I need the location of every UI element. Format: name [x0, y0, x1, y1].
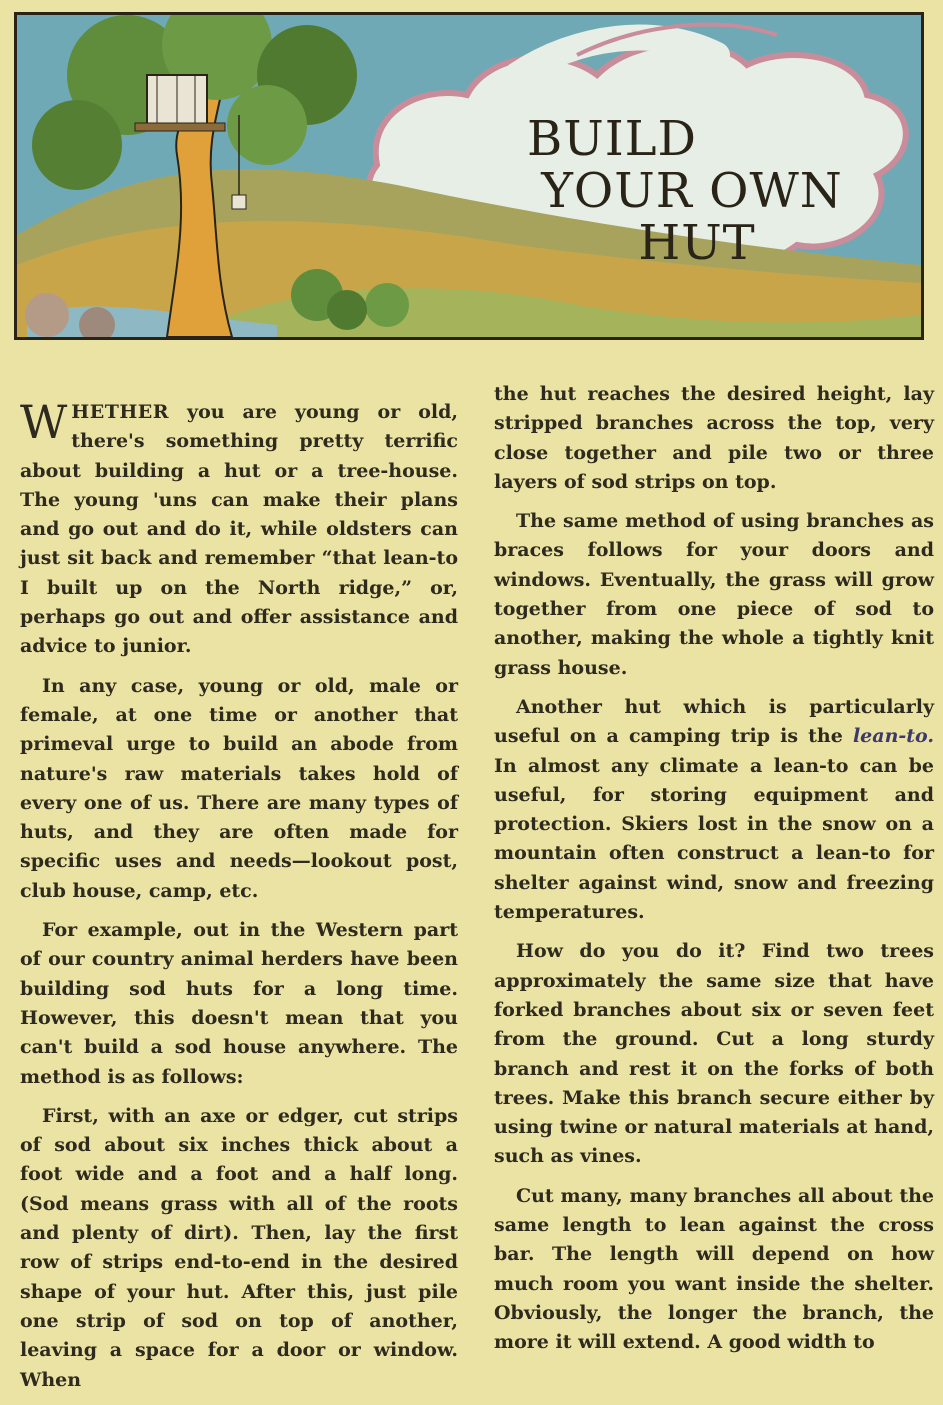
paragraph-4: First, with an axe or edger, cut strips of sod about six inches thick about a foot wide and a foot and a half long. (Sod means grass with all of the roots and plenty of dirt). Then, lay the first row of strips end-to-end in the desired shape of your hut. After this, just pile one strip of sod on top of another, leaving a space for a door or window. When	[20, 1104, 458, 1391]
drop-cap: W	[20, 395, 68, 449]
paragraph-9: Cut many, many branches all about the same length to lean against the cross bar. The length will depend on how much room you want inside the shelter. Obviously, the longer the branch, the more it will extend. A good width to	[494, 1184, 934, 1354]
paragraph-2: In any case, young or old, male or female, at one time or another that primeval urge to build an abode from nature's raw materials takes hold of every one of us. There are many types of huts, and they are often made for specific uses and needs—lookout post, club house, camp, etc.	[20, 674, 458, 902]
paragraph-6: The same method of using branches as braces follows for your doors and windows. Eventually, the grass will grow together from one piece of sod to another, making the whole a tightly knit grass house.	[494, 510, 934, 679]
lean-to-emphasis: lean-to.	[852, 725, 934, 748]
title-line-1: BUILD	[526, 111, 698, 167]
title-line-3: HUT	[638, 215, 756, 271]
title-line-2: YOUR OWN	[541, 163, 843, 219]
paragraph-7-text-b: In almost any climate a lean-to can be useful, for storing equipment and protection. Skiers lost in the snow on a mountain often construct a lean-to for shelter against wind, snow and freezing temperatures.	[494, 754, 934, 924]
article-title	[467, 113, 887, 269]
paragraph-8: How do you do it? Find two trees approximately the same size that have forked branches about six or seven feet from the ground. Cut a long sturdy branch and rest it on the forks of both trees. Make this branch secure either by using twine or natural materials at hand, such as vines.	[494, 940, 934, 1168]
right-column	[494, 380, 934, 1368]
paragraph-3: For example, out in the Western part of our country animal herders have been building sod huts for a long time. However, this doesn't mean that you can't build a sod house anywhere. The method is as follows:	[20, 919, 458, 1088]
left-column	[20, 395, 458, 1405]
paragraph-5: the hut reaches the desired height, lay stripped branches across the top, very close together and pile two or three layers of sod strips on top.	[494, 383, 934, 493]
paragraph-1	[20, 395, 458, 662]
header-illustration	[14, 12, 924, 340]
paragraph-1-text: you are young or old, there's something pretty terrific about building a hut or a tree-house. The young 'uns can make their plans and go out and do it, while oldsters can just sit back and remember “that lean-to I built up on the North ridge,” or, perhaps go out and offer assistance and advice to junior.	[20, 401, 458, 658]
paragraph-7	[494, 693, 934, 927]
paragraph-7-text-a: Another hut which is particularly useful on a camping trip is the	[494, 695, 934, 748]
lead-word: HETHER	[71, 401, 170, 423]
